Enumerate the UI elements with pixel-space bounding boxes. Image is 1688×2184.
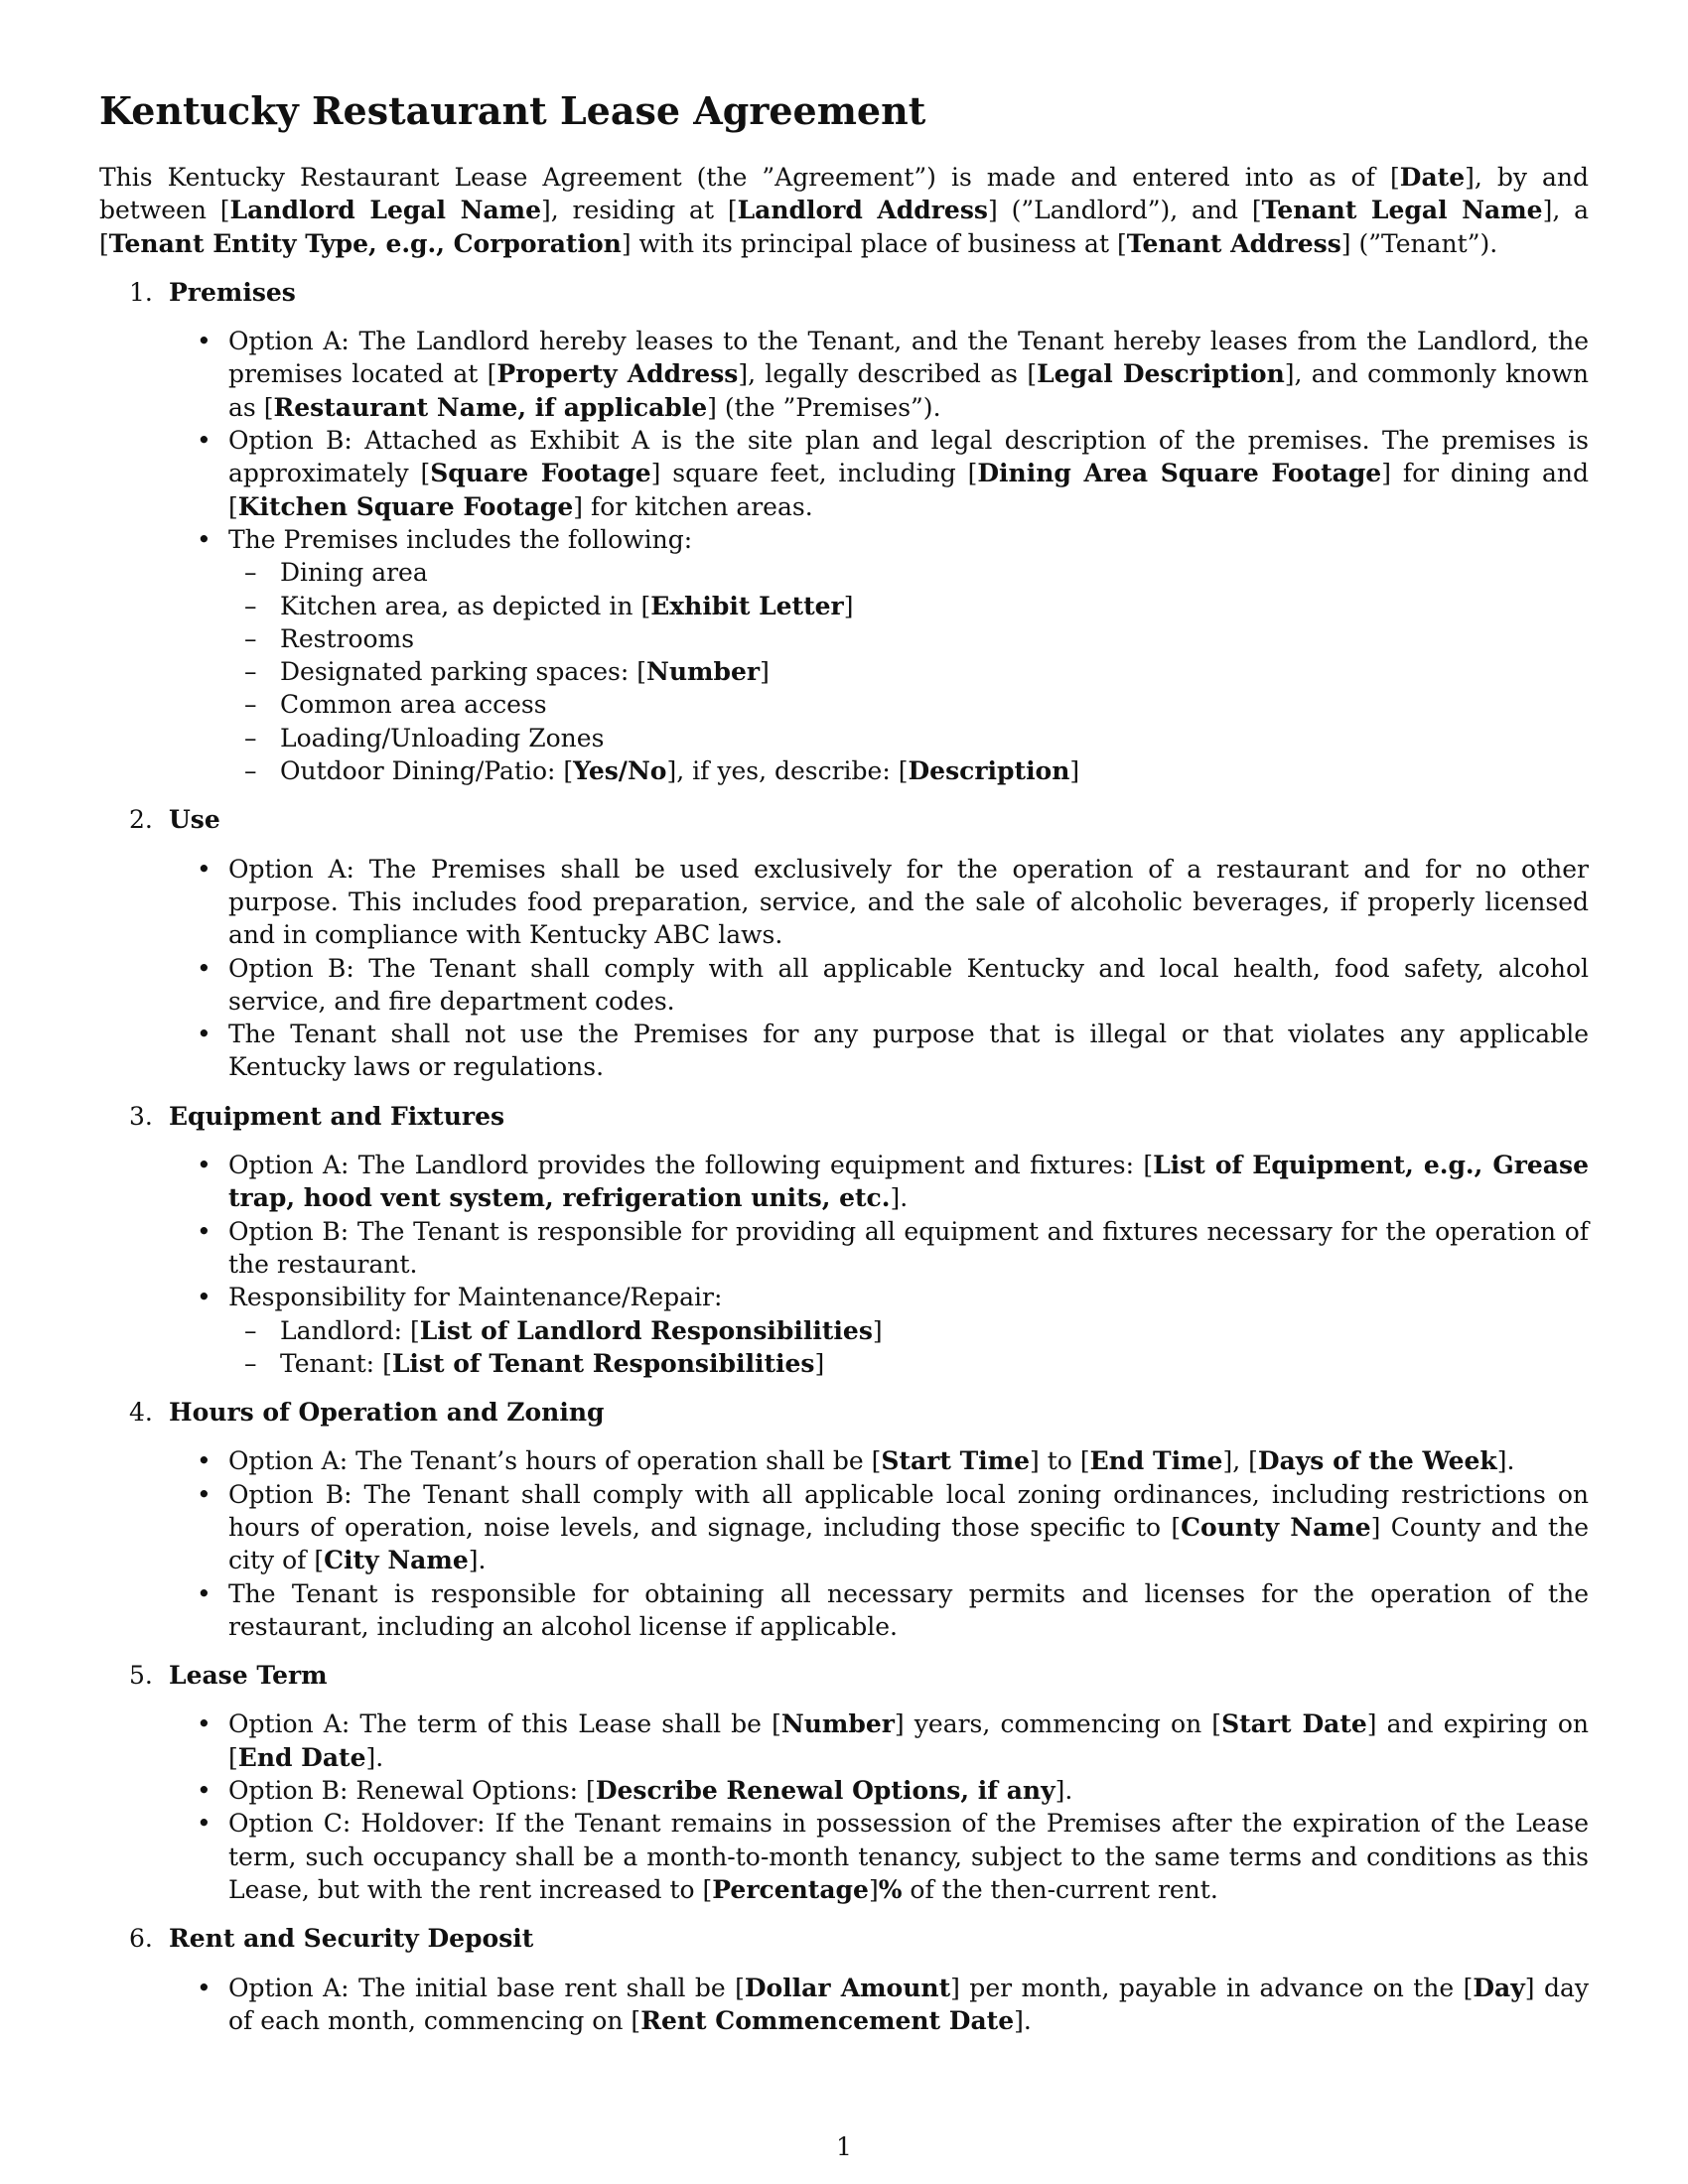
text-run: Restrooms [280,623,415,653]
bullet-item: • Option C: Holdover: If the Tenant remains in possession of the Premises after the expiration of the Lease term, such occupancy shall be a month-to-month tenancy, subject to the same terms and conditions as this Lease, but with the rent increased to [Percentage]% of the then-current rent. [99,1807,1589,1906]
intro-paragraph: This Kentucky Restaurant Lease Agreement (the ”Agreement”) is made and entered into as of [Date], by and between [Landlord Legal Name], residing at [Landlord Address] (”Landlord”), and [Tenant Legal Name], a [Tenant Entity Type, e.g., Corporation] with its principal place of business at [Tenant Address] (”Tenant”). [99,163,1590,258]
bullet-item: • Option A: The initial base rent shall be [Dollar Amount] per month, payable in advance on the [Day] day of each month, commencing on [Rent Commencement Date]. [99,1972,1589,2038]
bullet-item [99,1577,1589,1644]
sub-list-item: – Kitchen area, as depicted in [Exhibit Letter] [228,590,1589,622]
section-heading: Premises [169,277,296,307]
placeholder-field: Describe Renewal Options, if any [595,1776,1055,1806]
text-run: Option B: Attached as Exhibit A is the site plan and legal description of the premises. The premises is approximately [228,426,1589,488]
bullet-item: • Option A: The Landlord provides the following equipment and fixtures: [List of Equipment, e.g., Grease trap, hood vent system, refrigeration units, etc.]. [99,1149,1589,1215]
bullet-item [99,853,1589,952]
sub-list-item [228,722,1589,754]
placeholder-field: Tenant Entity Type, e.g., Corporation [108,228,622,258]
bullet-list [99,1444,1589,1643]
text-run: with its principal place of business at [631,228,1117,258]
text-run: Option A: The Landlord hereby leases to the Tenant, and the Tenant hereby leases from the Landlord, the premises located at [228,327,1589,389]
sub-list-item: – Landlord: [List of Landlord Responsibilities] [228,1314,1589,1347]
text-run: and expiring on [1376,1709,1590,1739]
text-run: of the then-current rent. [902,1874,1218,1904]
placeholder-suffix: % [878,1874,903,1904]
document-title: Kentucky Restaurant Lease Agreement [99,88,926,133]
placeholder-field: Kitchen Square Footage [237,491,574,521]
section-heading: Rent and Security Deposit [169,1924,534,1954]
text-run: Tenant: [280,1348,383,1378]
bullet-item: • Option A: The term of this Lease shall be [Number] years, commencing on [Start Date] and expiring on [End Date]. [99,1707,1589,1774]
bullet-item: • Option B: Renewal Options: [Describe Renewal Options, if any]. [99,1774,1589,1807]
text-run: , residing at [550,196,728,225]
text-run: , legally described as [748,359,1028,389]
section-number: 4. [129,1398,153,1428]
section-item [99,1100,1589,1380]
text-run: Dining area [280,558,428,588]
text-run: Option B: Renewal Options: [228,1776,587,1806]
text-run: Outdoor Dining/Patio: [280,756,564,786]
text-run: Landlord: [280,1315,410,1345]
text-run: Responsibility for Maintenance/Repair: [228,1283,723,1312]
text-run: County and the city of [228,1512,1589,1575]
section-number: 2. [129,805,153,835]
text-run: day of each month, commencing on [228,1973,1589,2035]
sub-list-item [228,556,1589,589]
placeholder-field: City Name [324,1546,469,1575]
placeholder-field: List of Equipment, e.g., Grease trap, hood vent system, refrigeration units, etc. [228,1151,1589,1213]
section-list [99,276,1589,2037]
placeholder-field: End Date [237,1742,366,1772]
sub-list [228,556,1589,787]
text-run: years, commencing on [904,1709,1212,1739]
section-heading: Equipment and Fixtures [169,1101,505,1131]
text-run: , if yes, describe: [676,756,899,786]
placeholder-field: Square Footage [430,459,651,488]
section-number: 5. [129,1661,153,1691]
bullet-list [99,853,1589,1084]
sub-list-item: – Designated parking spaces: [Number] [228,655,1589,688]
placeholder-field: Start Date [1221,1709,1367,1739]
text-run: square feet, including [660,459,968,488]
placeholder-field: Property Address [496,359,739,389]
placeholder-field: Dining Area Square Footage [977,459,1382,488]
text-run: Option A: The term of this Lease shall be [228,1709,773,1739]
text-run: Option B: The Tenant shall comply with all applicable local zoning ordinances, including restrictions on hours of operation, noise levels, and signage, including those specific to [228,1479,1589,1542]
section-heading: Hours of Operation and Zoning [169,1398,605,1428]
text-run: , [1232,1446,1249,1476]
bullet-item [99,1215,1589,1282]
placeholder-field: Number [780,1709,895,1739]
bullet-item: • Option A: The Tenant’s hours of operation shall be [Start Time] to [End Time], [Days of the Week]. [99,1444,1589,1477]
placeholder-field: Tenant Address [1126,228,1341,258]
section-item [99,803,1589,1083]
text-run: Option A: The Tenant’s hours of operation shall be [228,1446,872,1476]
document-page [99,89,1589,2053]
placeholder-field: List of Tenant Responsibilities [391,1348,815,1378]
text-run: . [1506,1446,1515,1476]
text-run: . [478,1546,487,1575]
bullet-list [99,1972,1589,2038]
bullet-item: • Option A: The Landlord hereby leases to the Tenant, and the Tenant hereby leases from the Landlord, the premises located at [Property Address], legally described as [Legal Description], and commonly known as [Restaurant Name, if applicable] (the ”Premises”). [99,325,1589,424]
placeholder-field: Yes/No [573,756,667,786]
section-number: 3. [129,1101,153,1131]
text-run: This Kentucky Restaurant Lease Agreement (the ”Agreement”) is made and entered into as of [99,163,1391,192]
section-item [99,1922,1589,2037]
text-run: The Tenant shall not use the Premises for any purpose that is illegal or that violates any applicable Kentucky laws or regulations. [228,1020,1589,1082]
text-run: Option B: The Tenant shall comply with all applicable Kentucky and local health, food safety, alcohol service, and fire department codes. [228,953,1589,1016]
text-run: Option A: The Premises shall be used exclusively for the operation of a restaurant and for no other purpose. This includes food preparation, service, and the sale of alcoholic beverages, if properly licensed and in compliance with Kentucky ABC laws. [228,854,1589,950]
bullet-list [99,1707,1589,1906]
text-run: (the ”Premises”). [716,392,941,422]
bullet-item [99,1018,1589,1084]
placeholder-field: Rent Commencement Date [640,2005,1015,2035]
bullet-item: • Option B: Attached as Exhibit A is the site plan and legal description of the premises. The premises is approximately [Square Footage] square feet, including [Dining Area Square Footage] for dining and [Kitchen Square Footage] for kitchen areas. [99,424,1589,523]
placeholder-field: Dollar Amount [744,1973,951,2002]
placeholder-field: Exhibit Letter [650,591,844,620]
text-run: The Tenant is responsible for obtaining all necessary permits and licenses for the operation of the restaurant, including an alcohol license if applicable. [228,1578,1589,1641]
bullet-item [99,952,1589,1019]
placeholder-field: Legal Description [1037,359,1285,389]
sub-list-item: – Tenant: [List of Tenant Responsibilities] [228,1347,1589,1380]
text-run: , and commonly known as [228,359,1589,422]
text-run: Option A: The Landlord provides the following equipment and fixtures: [228,1151,1144,1180]
section-item [99,1396,1589,1643]
section-item [99,276,1589,787]
text-run: (”Tenant”). [1350,228,1498,258]
placeholder-field: Restaurant Name, if applicable [273,392,708,422]
text-run: Kitchen area, as depicted in [280,591,641,620]
placeholder-field: Days of the Week [1257,1446,1497,1476]
sub-list-item [228,622,1589,655]
placeholder-field: Number [646,657,761,687]
text-run: , by and between [99,163,1589,225]
text-run: per month, payable in advance on the [959,1973,1464,2002]
placeholder-field: County Name [1181,1512,1371,1542]
placeholder-field: Landlord Legal Name [229,196,542,225]
text-run: . [375,1742,384,1772]
text-run: for kitchen areas. [583,491,813,521]
placeholder-field: Description [908,756,1070,786]
bullet-list [99,325,1589,787]
placeholder-field: Date [1399,163,1466,192]
text-run: . [1064,1776,1073,1806]
placeholder-field: Landlord Address [737,196,988,225]
placeholder-field: Day [1473,1973,1525,2002]
text-run: Option C: Holdover: If the Tenant remains in possession of the Premises after the expiration of the Lease term, such occupancy shall be a month-to-month tenancy, subject to the same terms and conditions as this Lease, but with the rent increased to [228,1809,1589,1904]
page-number: 1 [836,2132,852,2161]
sub-list-item [228,688,1589,721]
placeholder-field: Percentage [712,1874,869,1904]
bullet-item: • Option B: The Tenant shall comply with all applicable local zoning ordinances, including restrictions on hours of operation, noise levels, and signage, including those specific to [County Name] County and the city of [City Name]. [99,1478,1589,1577]
text-run: Designated parking spaces: [280,657,637,687]
placeholder-field: List of Landlord Responsibilities [419,1315,873,1345]
section-item [99,1659,1589,1906]
text-run: Loading/Unloading Zones [280,723,605,752]
text-run: for dining and [1390,459,1589,488]
text-run: Option A: The initial base rent shall be [228,1973,736,2002]
sub-list-item: – Outdoor Dining/Patio: [Yes/No], if yes, describe: [Description] [228,754,1589,787]
section-number: 6. [129,1924,153,1954]
bullet-list [99,1149,1589,1380]
text-run: to [1039,1446,1080,1476]
placeholder-field: Tenant Legal Name [1261,196,1543,225]
sub-list [228,1314,1589,1381]
section-number: 1. [129,277,153,307]
placeholder-field: Start Time [881,1446,1031,1476]
section-heading: Use [169,805,220,835]
text-run: Common area access [280,690,547,720]
section-heading: Lease Term [169,1661,328,1691]
text-run: . [900,1183,909,1213]
text-run: , a [1552,196,1590,225]
placeholder-field: End Time [1089,1446,1223,1476]
text-run: The Premises includes the following: [228,524,693,554]
text-run: . [1023,2005,1032,2035]
text-run: (”Landlord”), and [997,196,1252,225]
bullet-item [99,523,1589,787]
bullet-item [99,1281,1589,1380]
text-run: Option B: The Tenant is responsible for providing all equipment and fixtures necessary for the operation of the restaurant. [228,1216,1589,1279]
